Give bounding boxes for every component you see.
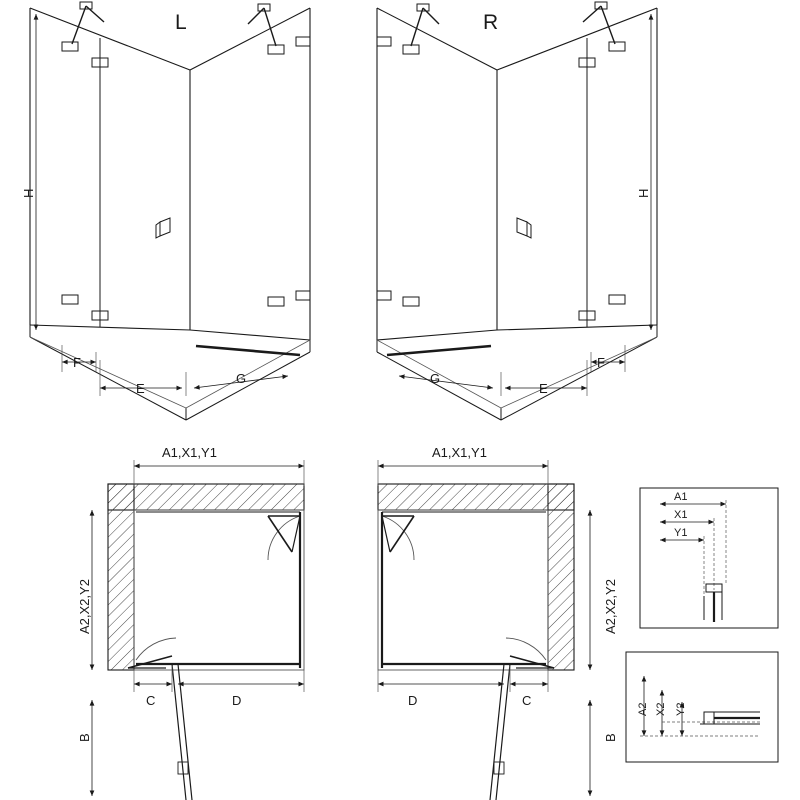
iso-view-right bbox=[377, 2, 657, 420]
iso-left-variant-label: L bbox=[175, 11, 187, 34]
detail-top-label-x1: X1 bbox=[674, 509, 688, 521]
iso-right-variant-label: R bbox=[483, 11, 499, 34]
plan-left-label-d: D bbox=[232, 693, 242, 708]
plan-right-depth-label: B bbox=[603, 733, 618, 742]
iso-right-label-g: G bbox=[430, 371, 441, 386]
plan-left-label-c: C bbox=[146, 693, 156, 708]
plan-view-left bbox=[92, 460, 304, 800]
plan-right-side-dimension-label: A2,X2,Y2 bbox=[603, 579, 618, 634]
iso-left-label-g: G bbox=[236, 371, 247, 386]
iso-left-height-label: H bbox=[21, 188, 36, 198]
plan-view-right bbox=[378, 460, 590, 800]
detail-top-label-a1: A1 bbox=[674, 491, 688, 503]
detail-view-top bbox=[640, 488, 778, 628]
iso-right-height-label: H bbox=[636, 188, 651, 198]
plan-right-label-c: C bbox=[522, 693, 532, 708]
plan-left-side-dimension-label: A2,X2,Y2 bbox=[77, 579, 92, 634]
detail-top-label-y1: Y1 bbox=[674, 527, 688, 539]
plan-left-depth-label: B bbox=[77, 733, 92, 742]
iso-right-label-e: E bbox=[539, 381, 548, 396]
iso-view-left bbox=[30, 2, 310, 420]
iso-right-label-f: F bbox=[597, 355, 605, 370]
plan-left-top-dimension-label: A1,X1,Y1 bbox=[162, 445, 217, 460]
plan-right-label-d: D bbox=[408, 693, 418, 708]
detail-bottom-label-y2: Y2 bbox=[675, 702, 687, 716]
iso-left-label-e: E bbox=[136, 381, 145, 396]
detail-bottom-label-a2: A2 bbox=[637, 702, 649, 716]
iso-left-label-f: F bbox=[73, 355, 81, 370]
detail-bottom-label-x2: X2 bbox=[655, 702, 667, 716]
plan-right-top-dimension-label: A1,X1,Y1 bbox=[432, 445, 487, 460]
